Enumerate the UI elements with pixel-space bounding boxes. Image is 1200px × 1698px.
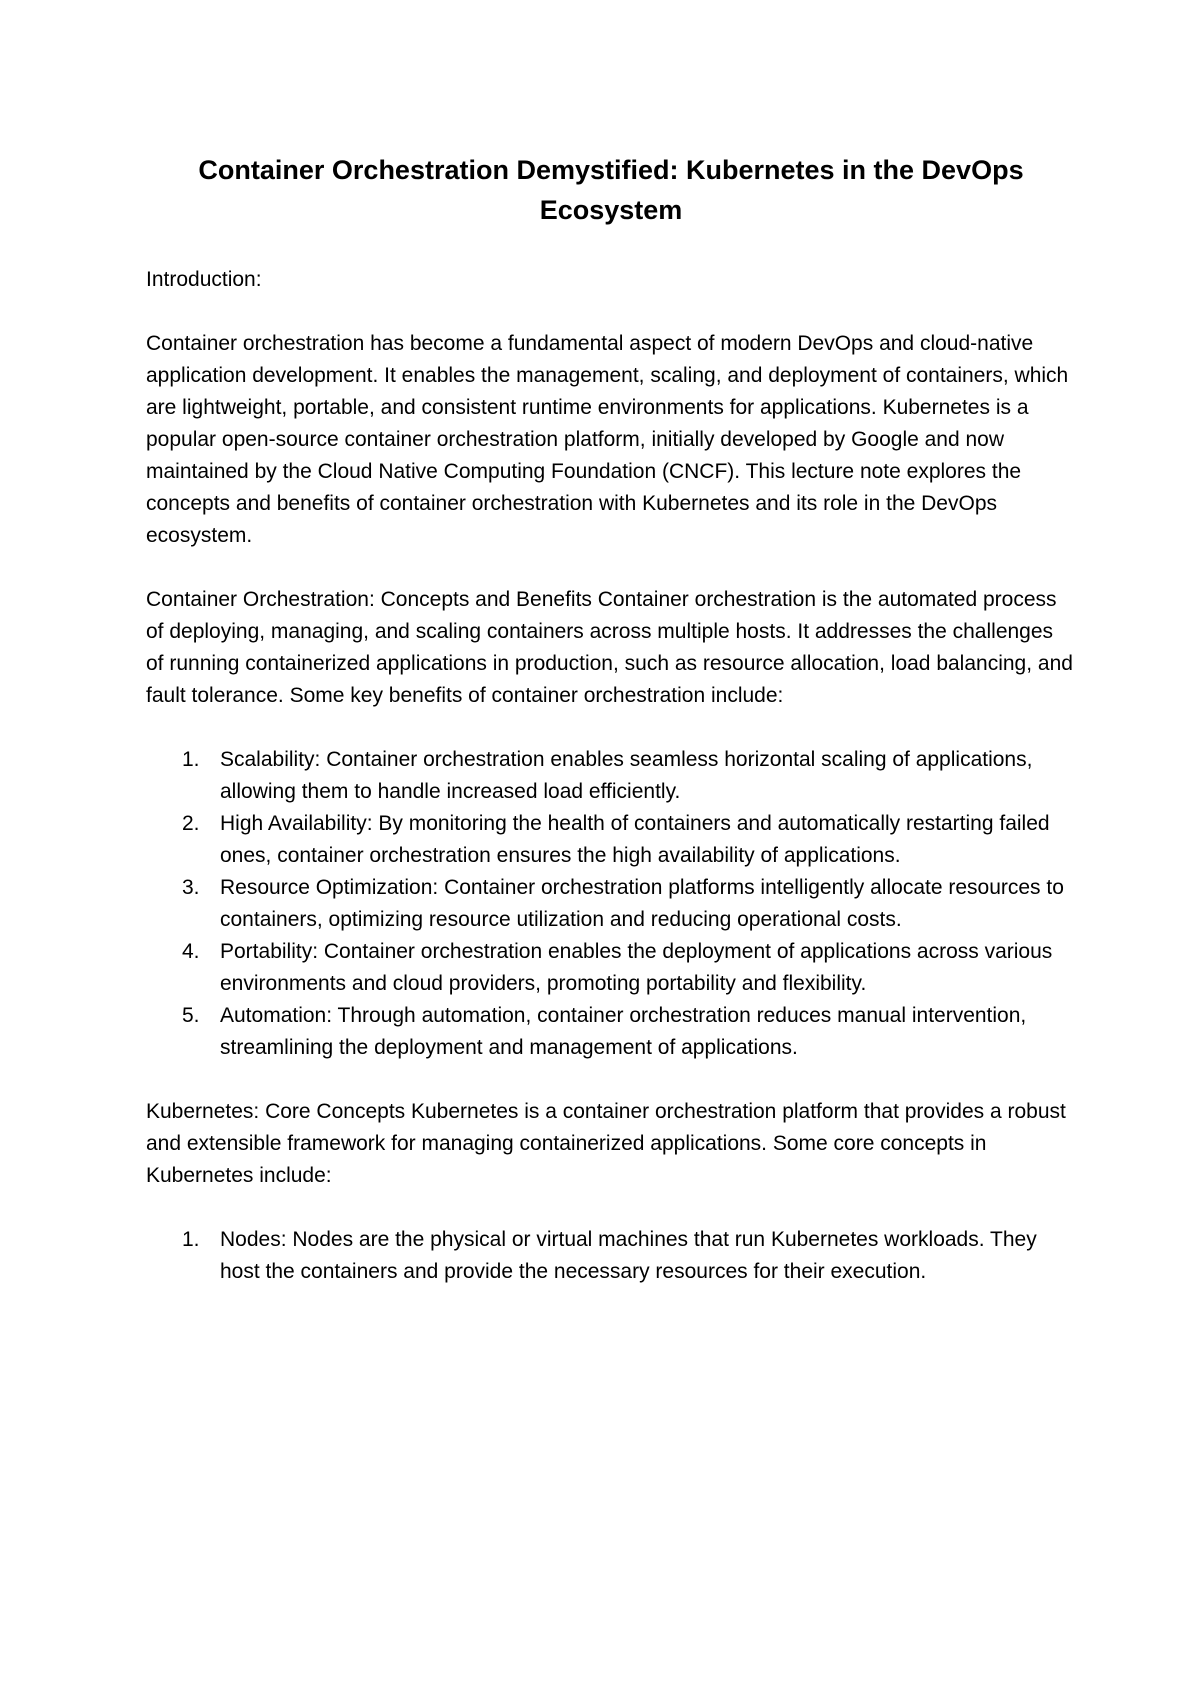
document-body [146, 150, 1076, 1320]
list-number: 1. [182, 748, 200, 771]
list-item-text: High Availability: By monitoring the health of containers and automatically restarting failed ones, container orchestration ensures the high availability of applications. [220, 812, 1050, 867]
kubernetes-paragraph: Kubernetes: Core Concepts Kubernetes is a container orchestration platform that provides a robust and extensible framework for managing containerized applications. Some core concepts in Kubernetes include: [146, 1100, 1066, 1187]
list-item [146, 936, 1076, 1000]
document-title: Container Orchestration Demystified: Kubernetes in the DevOps Ecosystem [198, 155, 1024, 225]
list-item [146, 1000, 1076, 1064]
list-item-text: Nodes: Nodes are the physical or virtual machines that run Kubernetes workloads. They host the containers and provide the necessary resources for their execution. [220, 1228, 1037, 1283]
list-item-text: Portability: Container orchestration enables the deployment of applications across various environments and cloud providers, promoting portability and flexibility. [220, 940, 1053, 995]
orchestration-paragraph: Container Orchestration: Concepts and Benefits Container orchestration is the automated process of deploying, managing, and scaling containers across multiple hosts. It addresses the challenges of running containerized applications in production, such as resource allocation, load balancing, and fault tolerance. Some key benefits of container orchestration include: [146, 588, 1073, 707]
benefits-list [146, 744, 1076, 1064]
list-item-text: Scalability: Container orchestration enables seamless horizontal scaling of applications, allowing them to handle increased load efficiently. [220, 748, 1033, 803]
list-item [146, 808, 1076, 872]
list-item-text: Resource Optimization: Container orchestration platforms intelligently allocate resources to containers, optimizing resource utilization and reducing operational costs. [220, 876, 1064, 931]
concepts-list [146, 1224, 1076, 1288]
list-item [146, 1224, 1076, 1288]
list-number: 2. [182, 812, 200, 835]
intro-paragraph: Container orchestration has become a fundamental aspect of modern DevOps and cloud-native application development. It enables the management, scaling, and deployment of containers, which are lightweight, portable, and consistent runtime environments for applications. Kubernetes is a popular open-source container orchestration platform, initially developed by Google and now maintained by the Cloud Native Computing Foundation (CNCF). This lecture note explores the concepts and benefits of container orchestration with Kubernetes and its role in the DevOps ecosystem. [146, 332, 1069, 547]
list-item [146, 872, 1076, 936]
list-number: 1. [182, 1228, 200, 1251]
intro-heading: Introduction: [146, 268, 262, 291]
list-item [146, 744, 1076, 808]
list-number: 5. [182, 1004, 200, 1027]
list-number: 3. [182, 876, 200, 899]
list-item-text: Automation: Through automation, container orchestration reduces manual intervention, streamlining the deployment and management of applications. [220, 1004, 1027, 1059]
list-number: 4. [182, 940, 200, 963]
